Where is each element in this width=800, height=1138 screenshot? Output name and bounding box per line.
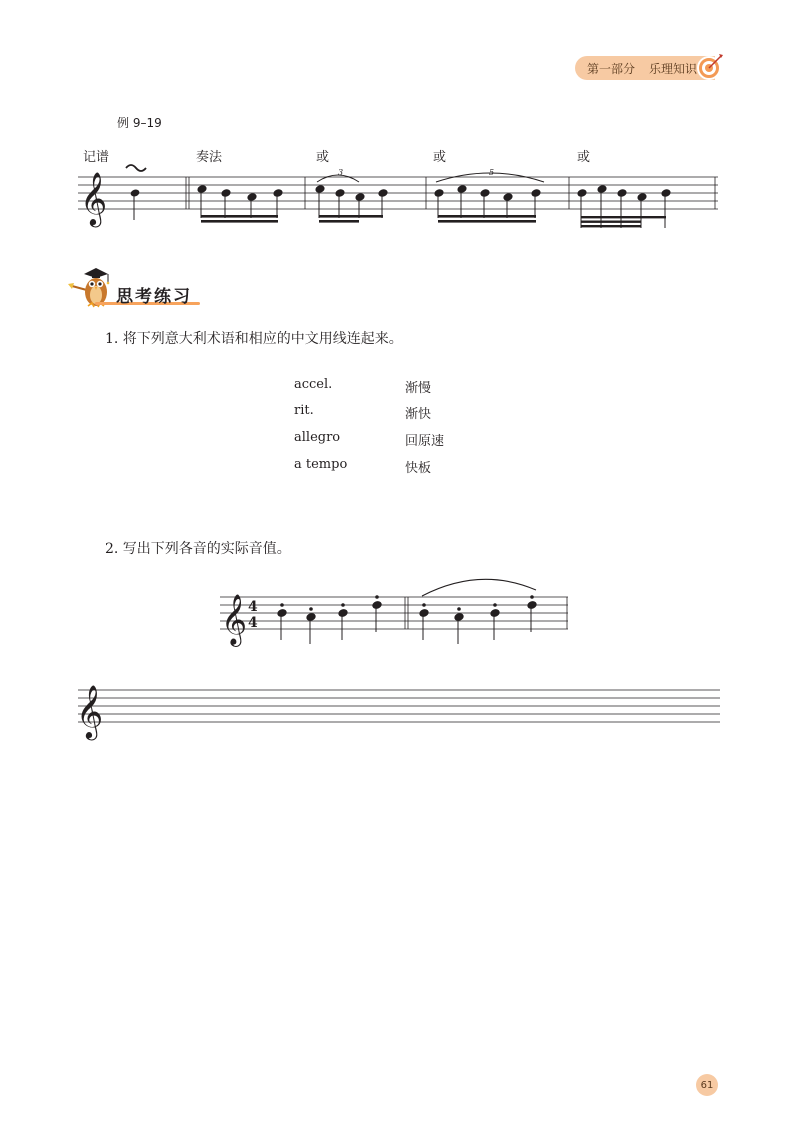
section-title: 思考练习 [116, 287, 192, 307]
translation-item: 回原速 [405, 434, 445, 449]
answer-staff [70, 672, 724, 742]
turn-ornament-icon [126, 165, 146, 171]
term-item: accel. [294, 377, 333, 392]
translation-item: 渐慢 [405, 381, 432, 396]
column-label-performance: 奏法 [196, 150, 223, 165]
column-label-notation: 记谱 [83, 150, 110, 165]
header-chapter-label: 乐理知识 [649, 61, 698, 76]
time-signature-top: 4 [248, 599, 258, 615]
term-item: a tempo [294, 457, 348, 472]
tuplet-5-label: 5 [489, 168, 495, 177]
page-number: 61 [696, 1074, 718, 1096]
column-label-or-2: 或 [433, 150, 447, 165]
treble-clef-icon: 𝄞 [76, 684, 104, 738]
chapter-header-tab [575, 56, 715, 80]
term-item: allegro [294, 430, 341, 445]
tuplet-3-label: 3 [338, 168, 344, 177]
target-icon [695, 52, 725, 82]
column-label-or-3: 或 [577, 150, 591, 165]
time-signature-bottom: 4 [248, 615, 258, 631]
example-label: 例 9–19 [117, 116, 162, 130]
treble-clef-icon: 𝄞 [80, 171, 108, 225]
question-2-text: 2. 写出下列各音的实际音值。 [105, 541, 291, 557]
translation-item: 快板 [405, 461, 432, 476]
column-label-or-1: 或 [316, 150, 330, 165]
treble-clef-icon: 𝄞 [221, 594, 248, 645]
term-item: rit. [294, 403, 314, 418]
header-part-label: 第一部分 [587, 61, 636, 76]
example-score [70, 160, 730, 235]
translation-item: 渐快 [405, 407, 432, 422]
exercise-score [212, 574, 577, 649]
question-1-text: 1. 将下列意大利术语和相应的中文用线连起来。 [105, 331, 403, 347]
